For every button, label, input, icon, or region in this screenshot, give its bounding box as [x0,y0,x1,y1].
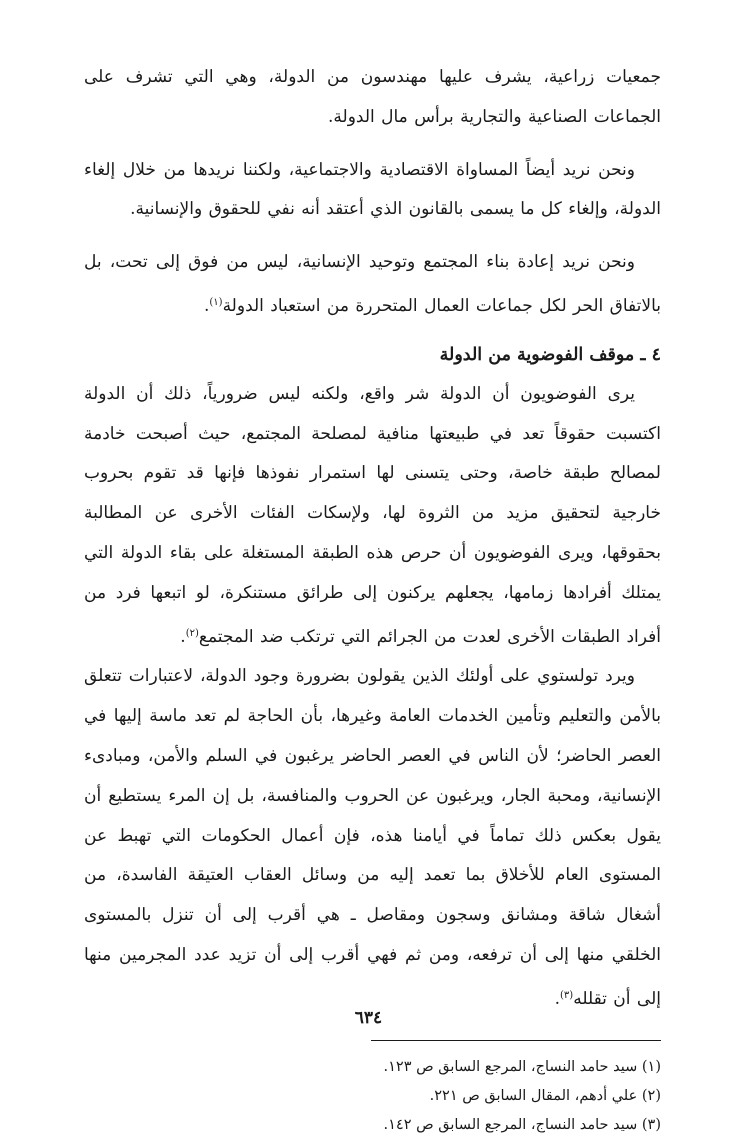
footnote-1: (١) سيد حامد النساج، المرجع السابق ص ١٢٣. [383,1058,661,1075]
footnote-ref-2: (٢) [185,627,199,639]
footnote-3: (٣) سيد حامد النساج، المرجع السابق ص ١٤٢. [383,1116,661,1133]
paragraph-1: جمعيات زراعية، يشرف عليها مهندسون من الدولة، وهي التي تشرف على الجماعات الصناعية والتجارية برأس مال الدولة. [84,67,661,127]
footnote-ref-1: (١) [209,296,223,308]
footnote-ref-3: (٣) [560,989,574,1001]
section-heading: ٤ ـ موقف الفوضوية من الدولة [439,344,661,365]
footnote-divider [371,1040,661,1041]
paragraph-2: ونحن نريد أيضاً المساواة الاقتصادية والاجتماعية، ولكننا نريدها من خلال إلغاء الدولة، وإلغاء كل ما يسمى بالقانون الذي أعتقد أنه نفي للحقوق والإنسانية. [84,159,661,220]
paragraph-3: ونحن نريد إعادة بناء المجتمع وتوحيد الإنسانية، ليس من فوق إلى تحت، بل بالاتفاق الحر لكل جماعات العمال المتحررة من استعباد الدولة$^{(١)}$. [84,252,661,316]
paragraph-5-end: . [554,988,561,1009]
footnotes [84,1053,661,1140]
footnote-2: (٢) علي أدهم، المقال السابق ص ٢٢١. [429,1087,661,1104]
page-number: ٦٣٤ [354,1008,383,1028]
paragraph-4-end: . [180,626,186,647]
paragraph-3-end: . [203,295,210,316]
paragraph-5: ويرد تولستوي على أولئك الذين يقولون بضرورة وجود الدولة، لاعتبارات تتعلق بالأمن والتعليم وتأمين الخدمات العامة وغيرها، بأن الحاجة لم تعد ماسة إليها في العصر الحاضر؛ لأن الناس في العصر الحاضر يرغبون في السلم والأمن، ومبادىء الإنسانية، ومحبة الجار، ويرغبون عن الحروب والمنافسة، بل إن المرء يستطيع أن يقول بعكس ذلك تماماً في أيامنا هذه، فإن أعمال الحكومات التي تهبط عن المستوى العام للأخلاق بما تعمد إليه من وسائل العقاب العتيقة الفاسدة، من أشغال شاقة ومشانق وسجون ومقاصل ـ هي أقرب إلى أن تنزل بالمستوى الخلقي منها إلى أن ترفعه، ومن ثم فهي أقرب إلى أن تزيد عدد المجرمين منها إلى أن تقلله$^{(٣)}$. [84,666,661,1009]
paragraph-4: يرى الفوضويون أن الدولة شر واقع، ولكنه ليس ضرورياً، ذلك أن الدولة اكتسبت حقوقاً تعد في طبيعتها منافية لمصلحة المجتمع، حيث أصبحت خادمة لمصالح طبقة خاصة، وحتى يتسنى لها استمرار نفوذها فإنها قد تقوم بحروب خارجية لتحقيق مزيد من الثروة لها، ولإسكات الفئات الأخرى عن المطالبة بحقوقها، ويرى الفوضويون أن حرص هذه الطبقة المستغلة على بقاء الدولة التي يمتلك أفرادها زمامها، يجعلهم يركنون إلى طرائق مستنكرة، لو اتبعها فرد من أفراد الطبقات الأخرى لعدت من الجرائم التي ترتكب ضد المجتمع$^{(٢)}$. [84,383,661,647]
